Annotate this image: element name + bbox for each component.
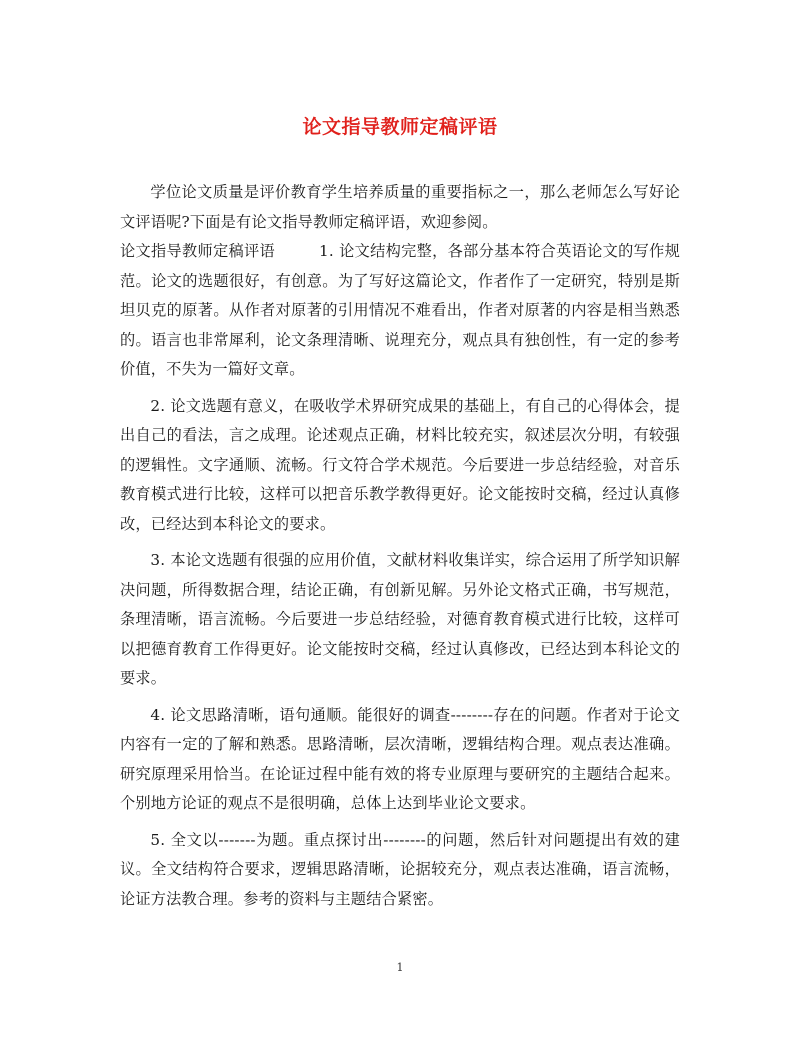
item-3-paragraph: 3. 本论文选题有很强的应用价值，文献材料收集详实，综合运用了所学知识解决问题，所得数据合理，结论正确，有创新见解。另外论文格式正确，书写规范，条理清晰，语言流畅。今后要进一步总结经验，对德育教育模式进行比较，这样可以把德育教育工作得更好。论文能按时交稿，经过认真修改，已经达到本科论文的要求。: [120, 551, 680, 687]
intro-paragraph: 学位论文质量是评价教育学生培养质量的重要指标之一，那么老师怎么写好论文评语呢?下面是有论文指导教师定稿评语，欢迎参阅。: [120, 183, 680, 231]
item-5-paragraph: 5. 全文以-------为题。重点探讨出--------的问题，然后针对问题提出有效的建议。全文结构符合要求，逻辑思路清晰，论据较充分，观点表达准确，语言流畅，论证方法教合理。参考的资料与主题结合紧密。: [120, 830, 680, 908]
item-2-paragraph: 2. 论文选题有意义，在吸收学术界研究成果的基础上，有自己的心得体会，提出自己的看法，言之成理。论述观点正确，材料比较充实，叙述层次分明，有较强的逻辑性。文字通顺、流畅。行文符合学术规范。今后要进一步总结经验，对音乐教育模式进行比较，这样可以把音乐教学教得更好。论文能按时交稿，经过认真修改，已经达到本科论文的要求。: [120, 396, 680, 533]
section-heading: 论文指导教师定稿评语: [120, 242, 276, 260]
item-1-paragraph: [120, 237, 680, 385]
document-body: [120, 178, 680, 914]
document-title: 论文指导教师定稿评语: [302, 116, 498, 138]
item-1-text: 1. 论文结构完整，各部分基本符合英语论文的写作规范。论文的选题很好，有创意。为了写好这篇论文，作者作了一定研究，特别是斯坦贝克的原著。从作者对原著的引用情况不难看出，作者对原著的内容是相当熟悉的。语言也非常犀利，论文条理清晰、说理充分，观点具有独创性，有一定的参考价值，不失为一篇好文章。: [120, 242, 680, 378]
item-4-paragraph: 4. 论文思路清晰，语句通顺。能很好的调查--------存在的问题。作者对于论文内容有一定的了解和熟悉。思路清晰，层次清晰，逻辑结构合理。观点表达准确。研究原理采用恰当。在论证过程中能有效的将专业原理与要研究的主题结合起来。个别地方论证的观点不是很明确，总体上达到毕业论文要求。: [120, 705, 680, 812]
page-number: 1: [396, 961, 404, 974]
